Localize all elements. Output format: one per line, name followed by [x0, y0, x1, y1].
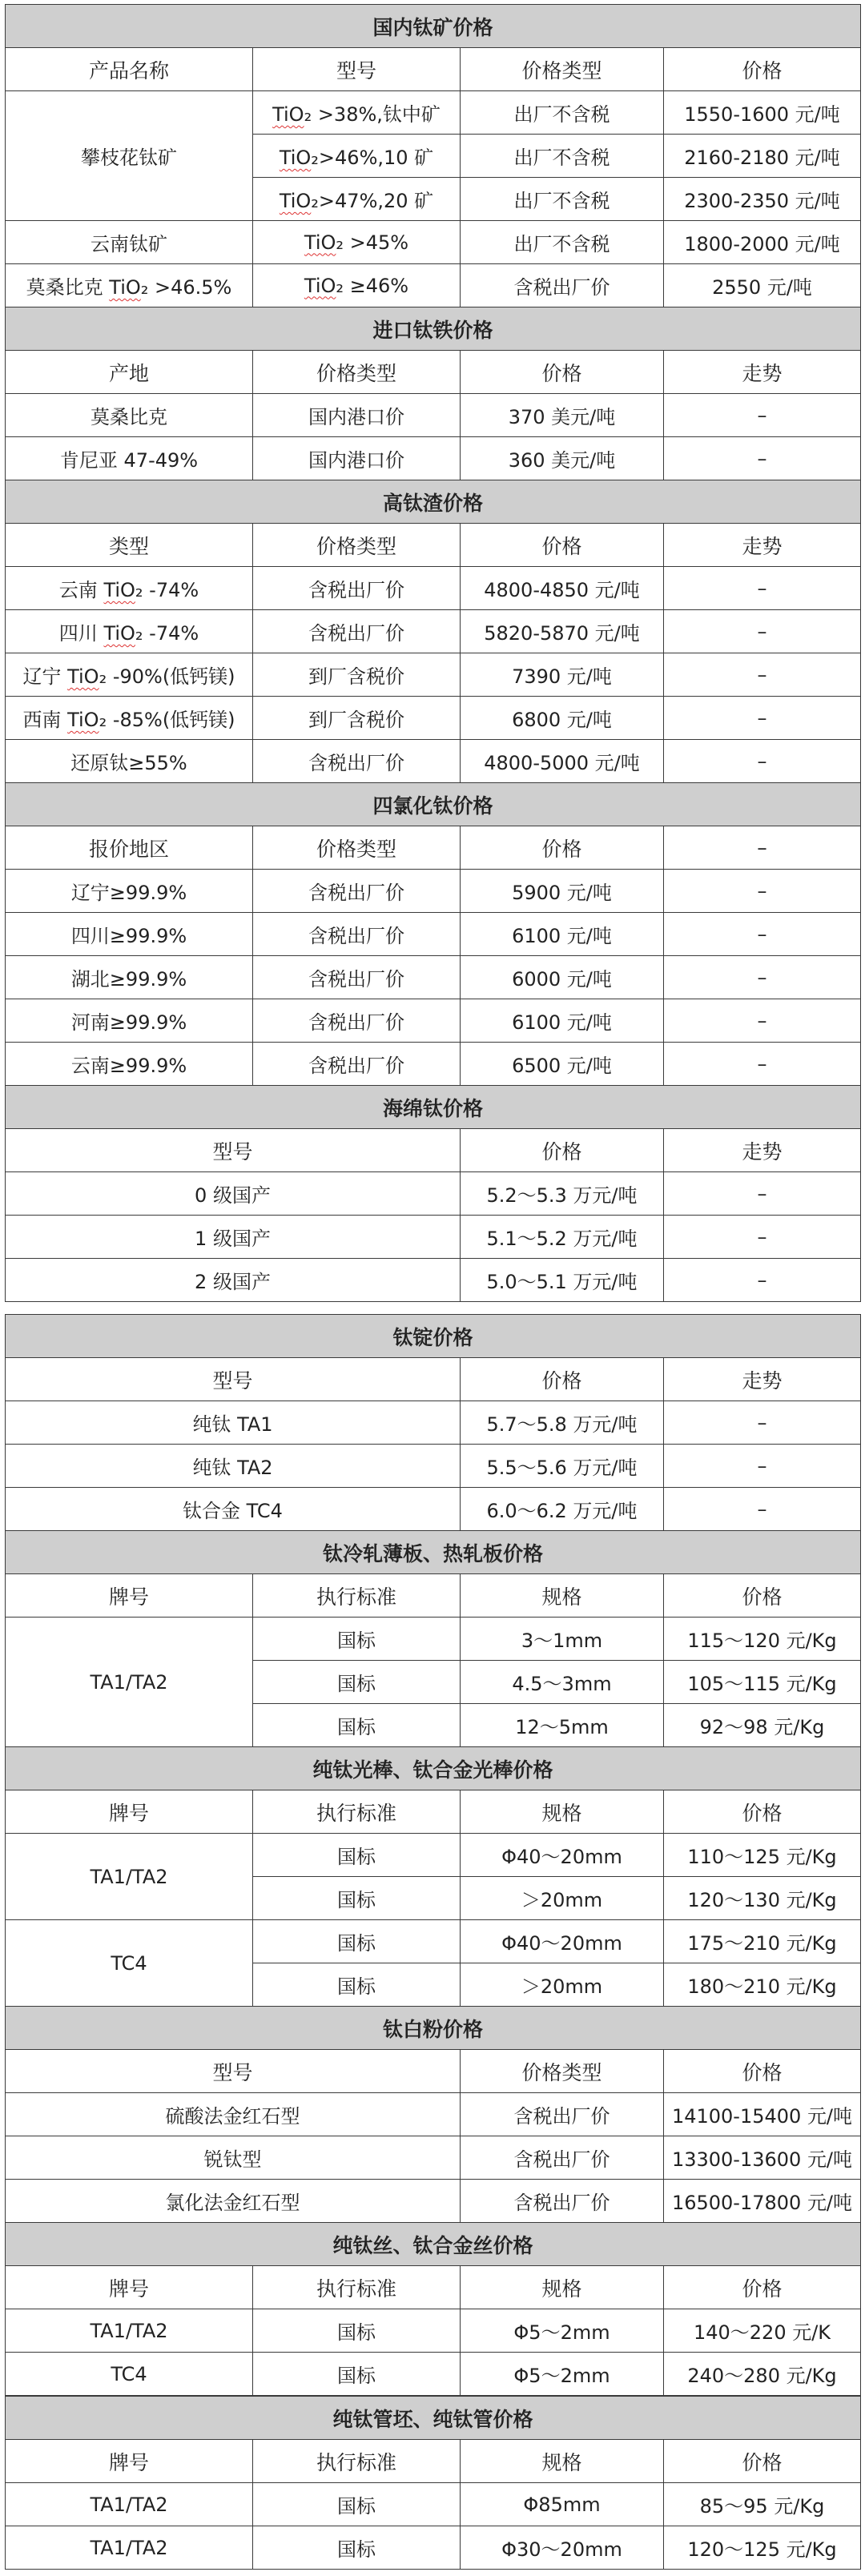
table-titanium-ingot [5, 1314, 861, 1531]
table-titanium-dioxide [5, 2006, 861, 2223]
slag-type-cell: 四川 TiO₂ -74% [6, 610, 253, 653]
standard-cell: 国标 [253, 1661, 461, 1704]
price-cell: 120～130 元/Kg [664, 1877, 861, 1920]
header-cell: 牌号 [6, 1790, 253, 1834]
model-cell: TiO₂ ≥46% [253, 264, 461, 307]
trend-cell: – [664, 1445, 861, 1488]
price-cell: 110～125 元/Kg [664, 1834, 861, 1877]
header-cell: 型号 [6, 2050, 461, 2093]
header-cell: 价格类型 [461, 48, 664, 91]
trend-cell: – [664, 740, 861, 783]
standard-cell: 国标 [253, 1834, 461, 1877]
table-titanium-sponge [5, 1085, 861, 1302]
price-cell: 5.7～5.8 万元/吨 [461, 1401, 664, 1445]
trend-cell: – [664, 1043, 861, 1086]
price-cell: 85～95 元/Kg [664, 2483, 861, 2526]
slag-type-cell: 辽宁 TiO₂ -90%(低钙镁) [6, 653, 253, 697]
standard-cell: 国标 [253, 2483, 461, 2526]
price-cell: 14100-15400 元/吨 [664, 2093, 861, 2136]
table-row [6, 264, 861, 307]
price-type-cell: 国内港口价 [253, 394, 461, 437]
standard-cell: 国标 [253, 1877, 461, 1920]
spec-cell: Φ5～2mm [461, 2309, 664, 2353]
section-title: 纯钛光棒、钛合金光棒价格 [6, 1747, 861, 1790]
brand-cell: TA1/TA2 [6, 1834, 253, 1920]
price-cell: 5.5～5.6 万元/吨 [461, 1445, 664, 1488]
table-row [6, 2093, 861, 2136]
price-type-cell: 出厂不含税 [461, 135, 664, 178]
section-title: 纯钛管坯、纯钛管价格 [6, 2397, 861, 2440]
spec-cell: Φ40～20mm [461, 1834, 664, 1877]
table-row [6, 610, 861, 653]
grade-cell: 1 级国产 [6, 1216, 461, 1259]
region-cell: 四川≥99.9% [6, 913, 253, 956]
trend-cell: – [664, 610, 861, 653]
price-cell: 360 美元/吨 [461, 437, 664, 480]
header-cell: 规格 [461, 1574, 664, 1618]
section-title: 纯钛丝、钛合金丝价格 [6, 2223, 861, 2266]
price-type-cell: 含税出厂价 [253, 1043, 461, 1086]
price-type-cell: 到厂含税价 [253, 653, 461, 697]
price-cell: 105～115 元/Kg [664, 1661, 861, 1704]
brand-cell: TA1/TA2 [6, 1618, 253, 1747]
table-row [6, 870, 861, 913]
header-cell: 价格 [461, 1358, 664, 1401]
region-cell: 湖北≥99.9% [6, 956, 253, 999]
trend-cell: – [664, 567, 861, 610]
price-type-cell: 国内港口价 [253, 437, 461, 480]
header-cell: 价格 [461, 1129, 664, 1172]
spec-cell: 4.5～3mm [461, 1661, 664, 1704]
price-type-cell: 到厂含税价 [253, 697, 461, 740]
section-title: 海绵钛价格 [6, 1086, 861, 1129]
table-titanium-sheet-plate [5, 1530, 861, 1747]
price-cell: 6100 元/吨 [461, 999, 664, 1043]
model-cell: TiO₂ >38%,钛中矿 [253, 91, 461, 135]
trend-cell: – [664, 437, 861, 480]
price-cell: 6800 元/吨 [461, 697, 664, 740]
price-cell: 4800-4850 元/吨 [461, 567, 664, 610]
table-row [6, 1172, 861, 1216]
trend-cell: – [664, 1259, 861, 1302]
origin-cell: 肯尼亚 47-49% [6, 437, 253, 480]
price-cell: 2300-2350 元/吨 [664, 178, 861, 221]
header-cell: 价格类型 [253, 524, 461, 567]
header-cell: 走势 [664, 351, 861, 394]
header-cell: 价格 [664, 2050, 861, 2093]
region-cell: 云南≥99.9% [6, 1043, 253, 1086]
header-cell: 型号 [6, 1358, 461, 1401]
spec-cell: Φ85mm [461, 2483, 664, 2526]
brand-cell: TA1/TA2 [6, 2483, 253, 2526]
header-cell: 价格类型 [253, 351, 461, 394]
price-cell: 240～280 元/Kg [664, 2353, 861, 2396]
price-cell: 6000 元/吨 [461, 956, 664, 999]
header-cell: 规格 [461, 2266, 664, 2309]
header-cell: 价格 [461, 351, 664, 394]
table-row [6, 1618, 861, 1661]
region-cell: 辽宁≥99.9% [6, 870, 253, 913]
price-cell: 120～125 元/Kg [664, 2526, 861, 2570]
table-titanium-wire [5, 2222, 861, 2396]
table-row [6, 913, 861, 956]
price-type-cell: 含税出厂价 [461, 2093, 664, 2136]
header-cell: 价格 [664, 2440, 861, 2483]
header-cell: 价格 [664, 2266, 861, 2309]
trend-cell: – [664, 870, 861, 913]
price-cell: 5.1～5.2 万元/吨 [461, 1216, 664, 1259]
header-cell: 价格 [664, 1790, 861, 1834]
header-cell: 价格 [664, 48, 861, 91]
section-title: 钛冷轧薄板、热轧板价格 [6, 1531, 861, 1574]
section-title: 进口钛铁价格 [6, 307, 861, 351]
price-cell: 6500 元/吨 [461, 1043, 664, 1086]
grade-cell: 2 级国产 [6, 1259, 461, 1302]
brand-cell: TC4 [6, 1920, 253, 2007]
header-cell: 执行标准 [253, 2440, 461, 2483]
table-row [6, 394, 861, 437]
trend-cell: – [664, 956, 861, 999]
table-row [6, 1216, 861, 1259]
header-cell: 走势 [664, 1129, 861, 1172]
price-type-cell: 出厂不含税 [461, 178, 664, 221]
header-cell: 价格 [461, 826, 664, 870]
region-cell: 河南≥99.9% [6, 999, 253, 1043]
header-cell: 牌号 [6, 2266, 253, 2309]
price-cell: 4800-5000 元/吨 [461, 740, 664, 783]
price-cell: 1800-2000 元/吨 [664, 221, 861, 264]
header-cell: 执行标准 [253, 2266, 461, 2309]
table-row [6, 956, 861, 999]
price-type-cell: 出厂不含税 [461, 221, 664, 264]
product-name-cell: 莫桑比克 TiO₂ >46.5% [6, 264, 253, 307]
slag-type-cell: 还原钛≥55% [6, 740, 253, 783]
table-row [6, 1920, 861, 1963]
section-title: 钛白粉价格 [6, 2007, 861, 2050]
grade-cell: 纯钛 TA1 [6, 1401, 461, 1445]
price-cell: 16500-17800 元/吨 [664, 2180, 861, 2223]
header-cell: 产地 [6, 351, 253, 394]
header-cell: 牌号 [6, 1574, 253, 1618]
spec-cell: Φ30～20mm [461, 2526, 664, 2570]
grade-cell: 硫酸法金红石型 [6, 2093, 461, 2136]
price-type-cell: 出厂不含税 [461, 91, 664, 135]
table-row [6, 1259, 861, 1302]
price-cell: 115～120 元/Kg [664, 1618, 861, 1661]
brand-cell: TA1/TA2 [6, 2309, 253, 2353]
price-cell: 180～210 元/Kg [664, 1963, 861, 2007]
table-row [6, 1445, 861, 1488]
price-cell: 5.2～5.3 万元/吨 [461, 1172, 664, 1216]
table-imported-ilmenite [5, 307, 861, 480]
trend-cell: – [664, 1488, 861, 1531]
table-titanium-bar [5, 1746, 861, 2007]
price-cell: 2160-2180 元/吨 [664, 135, 861, 178]
price-type-cell: 含税出厂价 [253, 913, 461, 956]
header-cell: 报价地区 [6, 826, 253, 870]
header-cell: 价格 [664, 1574, 861, 1618]
table-row [6, 567, 861, 610]
spec-cell: 3～1mm [461, 1618, 664, 1661]
model-cell: TiO₂>46%,10 矿 [253, 135, 461, 178]
table-row [6, 2483, 861, 2526]
table-row [6, 437, 861, 480]
table-row [6, 1401, 861, 1445]
price-type-cell: 含税出厂价 [253, 740, 461, 783]
trend-cell: – [664, 999, 861, 1043]
price-cell: 5.0～5.1 万元/吨 [461, 1259, 664, 1302]
price-cell: 7390 元/吨 [461, 653, 664, 697]
grade-cell: 纯钛 TA2 [6, 1445, 461, 1488]
price-type-cell: 含税出厂价 [461, 2180, 664, 2223]
spec-cell: ＞20mm [461, 1963, 664, 2007]
trend-cell: – [664, 1216, 861, 1259]
header-cell: 走势 [664, 524, 861, 567]
price-cell: 1550-1600 元/吨 [664, 91, 861, 135]
brand-cell: TC4 [6, 2353, 253, 2396]
header-cell: 价格 [461, 524, 664, 567]
section-title: 国内钛矿价格 [6, 5, 861, 48]
header-cell: 执行标准 [253, 1574, 461, 1618]
price-cell: 175～210 元/Kg [664, 1920, 861, 1963]
model-cell: TiO₂>47%,20 矿 [253, 178, 461, 221]
table-row [6, 2526, 861, 2570]
spec-cell: ＞20mm [461, 1877, 664, 1920]
header-cell: 牌号 [6, 2440, 253, 2483]
price-cell: 5820-5870 元/吨 [461, 610, 664, 653]
standard-cell: 国标 [253, 2353, 461, 2396]
trend-cell: – [664, 913, 861, 956]
table-titanium-tube [5, 2396, 861, 2570]
grade-cell: 锐钛型 [6, 2136, 461, 2180]
spec-cell: 12～5mm [461, 1704, 664, 1747]
trend-cell: – [664, 697, 861, 740]
section-title: 高钛渣价格 [6, 480, 861, 524]
price-cell: 92～98 元/Kg [664, 1704, 861, 1747]
table-row [6, 2180, 861, 2223]
header-cell: 走势 [664, 1358, 861, 1401]
spec-cell: Φ40～20mm [461, 1920, 664, 1963]
table-domestic-titanium-ore [5, 4, 861, 307]
table-row [6, 1043, 861, 1086]
spec-cell: Φ5～2mm [461, 2353, 664, 2396]
trend-cell: – [664, 1401, 861, 1445]
header-cell: 型号 [253, 48, 461, 91]
price-type-cell: 含税出厂价 [253, 999, 461, 1043]
standard-cell: 国标 [253, 1920, 461, 1963]
header-cell: 规格 [461, 2440, 664, 2483]
table-titanium-tetrachloride [5, 782, 861, 1086]
header-cell: 规格 [461, 1790, 664, 1834]
table-row [6, 2309, 861, 2353]
model-cell: TiO₂ >45% [253, 221, 461, 264]
section-title: 四氯化钛价格 [6, 783, 861, 826]
header-cell: – [664, 826, 861, 870]
price-type-cell: 含税出厂价 [253, 567, 461, 610]
price-cell: 140～220 元/K [664, 2309, 861, 2353]
header-cell: 产品名称 [6, 48, 253, 91]
price-cell: 6100 元/吨 [461, 913, 664, 956]
table-row [6, 2136, 861, 2180]
header-cell: 价格类型 [253, 826, 461, 870]
table-high-titanium-slag [5, 480, 861, 783]
trend-cell: – [664, 394, 861, 437]
standard-cell: 国标 [253, 2309, 461, 2353]
slag-type-cell: 云南 TiO₂ -74% [6, 567, 253, 610]
table-row [6, 221, 861, 264]
price-cell: 13300-13600 元/吨 [664, 2136, 861, 2180]
price-cell: 6.0～6.2 万元/吨 [461, 1488, 664, 1531]
table-row [6, 1834, 861, 1877]
standard-cell: 国标 [253, 1704, 461, 1747]
product-name-cell: 云南钛矿 [6, 221, 253, 264]
slag-type-cell: 西南 TiO₂ -85%(低钙镁) [6, 697, 253, 740]
table-row [6, 697, 861, 740]
table-row [6, 653, 861, 697]
brand-cell: TA1/TA2 [6, 2526, 253, 2570]
price-cell: 2550 元/吨 [664, 264, 861, 307]
origin-cell: 莫桑比克 [6, 394, 253, 437]
header-cell: 价格类型 [461, 2050, 664, 2093]
table-row [6, 2353, 861, 2396]
header-cell: 执行标准 [253, 1790, 461, 1834]
trend-cell: – [664, 653, 861, 697]
price-cell: 5900 元/吨 [461, 870, 664, 913]
price-type-cell: 含税出厂价 [253, 610, 461, 653]
grade-cell: 0 级国产 [6, 1172, 461, 1216]
header-cell: 型号 [6, 1129, 461, 1172]
price-type-cell: 含税出厂价 [461, 2136, 664, 2180]
price-type-cell: 含税出厂价 [461, 264, 664, 307]
standard-cell: 国标 [253, 2526, 461, 2570]
table-row [6, 999, 861, 1043]
table-row [6, 91, 861, 135]
trend-cell: – [664, 1172, 861, 1216]
price-cell: 370 美元/吨 [461, 394, 664, 437]
price-type-cell: 含税出厂价 [253, 956, 461, 999]
price-type-cell: 含税出厂价 [253, 870, 461, 913]
table-row [6, 1488, 861, 1531]
standard-cell: 国标 [253, 1618, 461, 1661]
grade-cell: 氯化法金红石型 [6, 2180, 461, 2223]
table-row [6, 740, 861, 783]
section-title: 钛锭价格 [6, 1315, 861, 1358]
grade-cell: 钛合金 TC4 [6, 1488, 461, 1531]
product-name-cell: 攀枝花钛矿 [6, 91, 253, 221]
standard-cell: 国标 [253, 1963, 461, 2007]
header-cell: 类型 [6, 524, 253, 567]
